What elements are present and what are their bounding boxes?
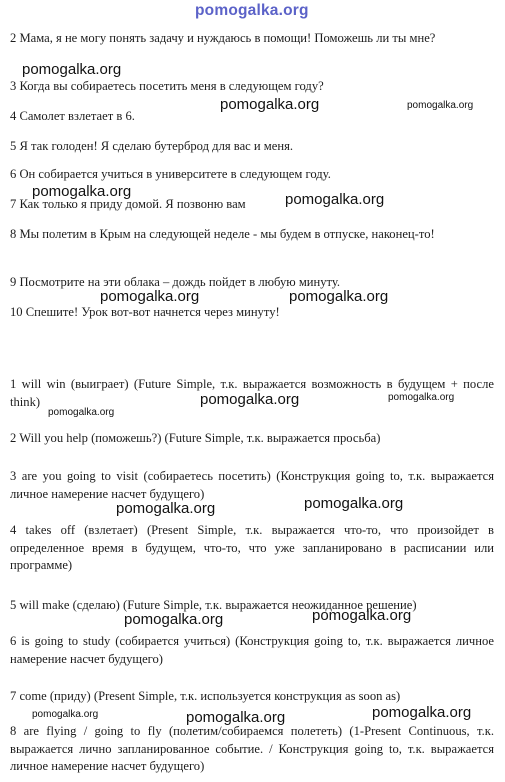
sentence-8: 8 Мы полетим в Крым на следующей неделе - мы будем в отпуске, наконец-то! (10, 227, 435, 241)
watermark: pomogalka.org (372, 704, 472, 721)
answer-1: 1 will win (выиграет) (Future Simple, т.к. выражается возможность в будущем + после think) (10, 377, 494, 409)
sentence-7: 7 Как только я приду домой. Я позвоню вам (10, 197, 246, 211)
answer-4: 4 takes off (взлетает) (Present Simple, т.к. выражается что-то, что произойдет в определенное время в будущем, что-то, что уже запланировано в расписании или программе) (10, 523, 494, 572)
watermark: pomogalka.org (289, 288, 389, 305)
watermark: pomogalka.org (32, 183, 132, 200)
sentence-4: 4 Самолет взлетает в 6. (10, 109, 135, 123)
sentence-3: 3 Когда вы собираетесь посетить меня в следующем году? (10, 79, 324, 93)
answer-3: 3 are you going to visit (собираетесь посетить) (Конструкция going to, т.к. выражается личное намерение насчет будущего) (10, 469, 494, 501)
answer-7: 7 come (приду) (Present Simple, т.к. используется конструкция as soon as) (10, 689, 401, 703)
watermark: pomogalka.org (22, 61, 122, 78)
sentence-6: 6 Он собирается учиться в университете в следующем году. (10, 167, 331, 181)
answer-2: 2 Will you help (поможешь?) (Future Simple, т.к. выражается просьба) (10, 431, 381, 445)
watermark: pomogalka.org (32, 709, 99, 720)
watermark: pomogalka.org (186, 709, 286, 726)
answer-8: 8 are flying / going to fly (полетим/собираемся полететь) (1-Present Continuous, т.к. выражается лично запланированное событие. / Конструкция going to, т.к. выражается личное намерение насчет будущего) (10, 724, 494, 773)
sentence-10: 10 Спешите! Урок вот-вот начнется через минуту! (10, 305, 280, 319)
watermark: pomogalka.org (312, 607, 412, 624)
watermark: pomogalka.org (304, 495, 404, 512)
watermark-top: pomogalka.org (195, 2, 309, 19)
watermark: pomogalka.org (116, 500, 216, 517)
watermark: pomogalka.org (220, 96, 320, 113)
sentence-9: 9 Посмотрите на эти облака – дождь пойдет в любую минуту. (10, 275, 341, 289)
answer-6: 6 is going to study (собирается учиться) (Конструкция going to, т.к. выражается личное намерение насчет будущего) (10, 634, 494, 666)
watermark: pomogalka.org (388, 392, 455, 403)
answer-5: 5 will make (сделаю) (Future Simple, т.к. выражается неожиданное решение) (10, 598, 417, 612)
watermark: pomogalka.org (100, 288, 200, 305)
watermark: pomogalka.org (200, 391, 300, 408)
watermark: pomogalka.org (124, 611, 224, 628)
watermark: pomogalka.org (285, 191, 385, 208)
watermark: pomogalka.org (407, 100, 474, 111)
sentence-5: 5 Я так голоден! Я сделаю бутерброд для вас и меня. (10, 139, 294, 153)
watermark: pomogalka.org (48, 407, 115, 418)
sentence-2: 2 Мама, я не могу понять задачу и нуждаюсь в помощи! Поможешь ли ты мне? (10, 31, 436, 45)
